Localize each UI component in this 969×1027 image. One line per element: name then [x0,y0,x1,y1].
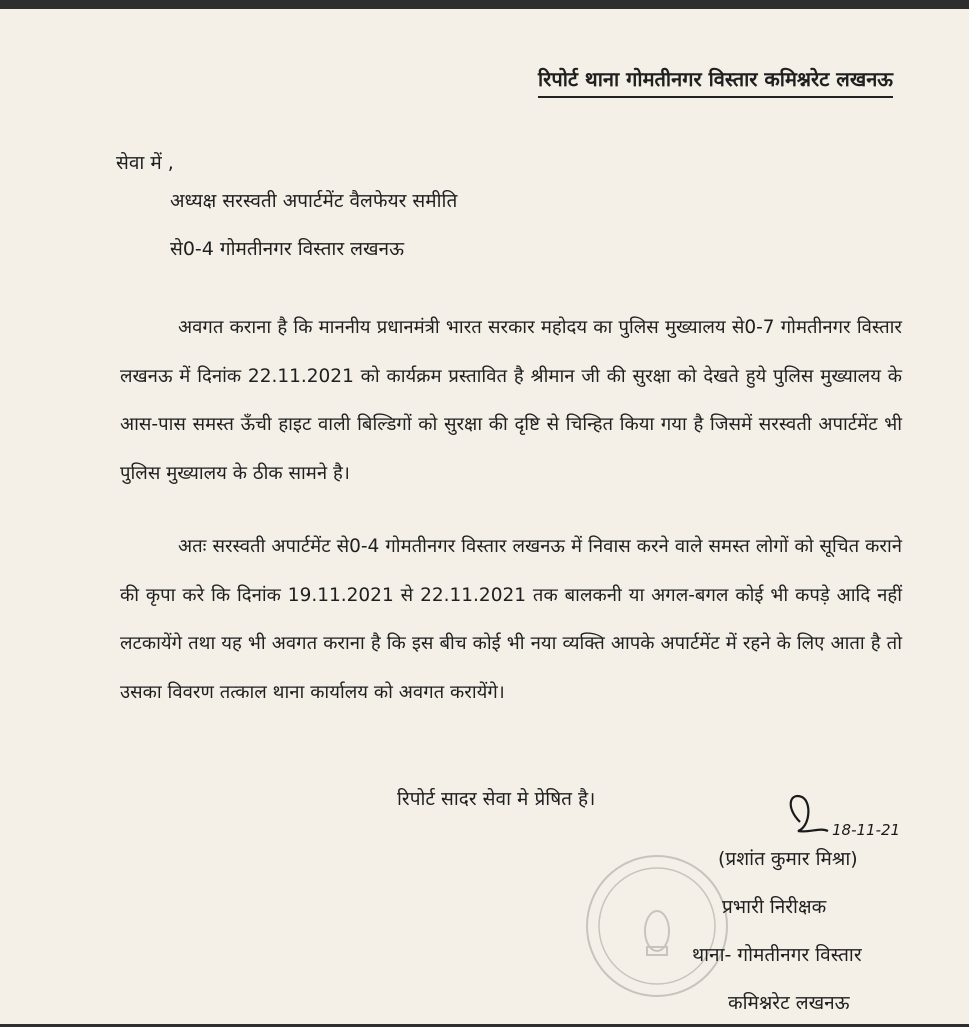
signatory-commissionerate: कमिश्नरेट लखनऊ [728,992,850,1014]
closing-line: रिपोर्ट सादर सेवा मे प्रेषित है। [397,788,596,810]
recipient-line-1: अध्यक्ष सरस्वती अपार्टमेंट वैलफेयर समीति [170,190,458,212]
signatory-name: (प्रशांत कुमार मिश्रा) [718,848,858,870]
salutation: सेवा में , [116,152,174,174]
signatory-block [692,835,862,1027]
recipient-line-2: से0-4 गोमतीनगर विस्तार लखनऊ [170,238,405,260]
signatory-designation: प्रभारी निरीक्षक [722,896,827,918]
report-heading: रिपोर्ट थाना गोमतीनगर विस्तार कमिश्नरेट लखनऊ [538,65,893,98]
document-page [0,9,969,1024]
signature-date: 18-11-21 [832,821,901,839]
body-paragraph-2: अतः सरस्वती अपार्टमेंट से0-4 गोमतीनगर विस्तार लखनऊ में निवास करने वाले समस्त लोगों को सूचित कराने की कृपा करे कि दिनांक 19.11.2021 से 22.11.2021 तक बालकनी या अगल-बगल कोई भी कपड़े आदि नहीं लटकायेंगे तथा यह भी अवगत कराना है कि इस बीच कोई भी नया व्यक्ति आपके अपार्टमेंट में रहने के लिए आता है तो उसका विवरण तत्काल थाना कार्यालय को अवगत करायेंगे। [120,536,902,703]
body-paragraph-1: अवगत कराना है कि माननीय प्रधानमंत्री भारत सरकार महोदय का पुलिस मुख्यालय से0-7 गोमतीनगर विस्तार लखनऊ में दिनांक 22.11.2021 को कार्यक्रम प्रस्तावित है श्रीमान जी की सुरक्षा को देखते हुये पुलिस मुख्यालय के आस-पास समस्त ऊँची हाइट वाली बिल्डिगों को सुरक्षा की दृष्टि से चिन्हित किया गया है जिसमें सरस्वती अपार्टमेंट भी पुलिस मुख्यालय के ठीक सामने है। [120,317,902,484]
signatory-station: थाना- गोमतीनगर विस्तार [692,944,862,966]
